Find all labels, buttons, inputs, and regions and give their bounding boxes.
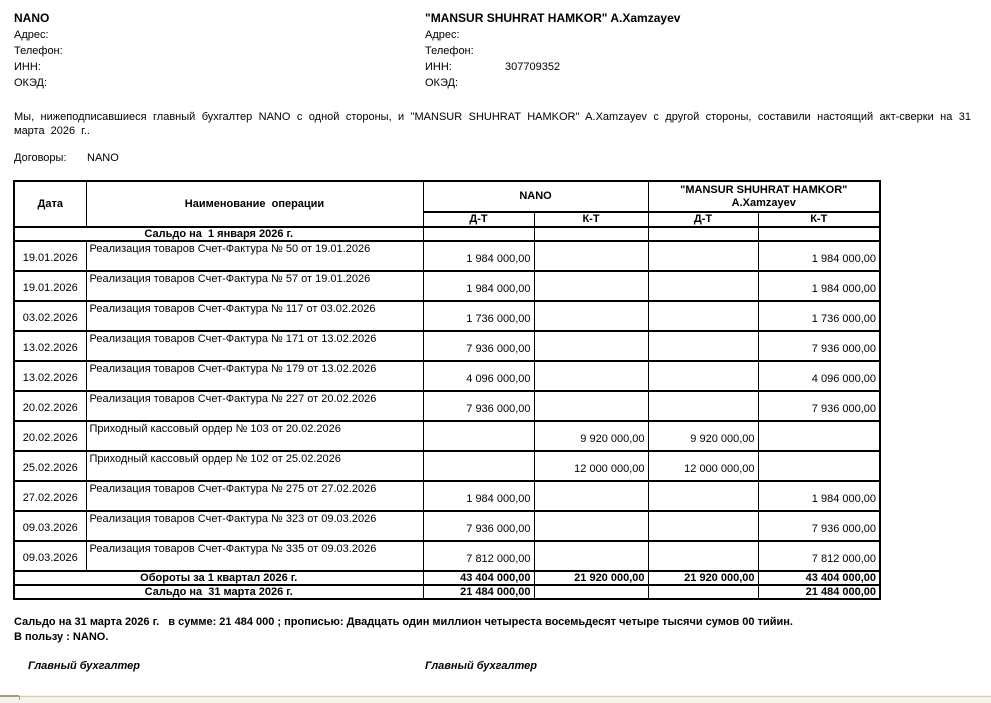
cell-partner-debit — [648, 361, 758, 391]
right-party-name: "MANSUR SHUHRAT HAMKOR" A.Xamzayev — [425, 11, 681, 25]
cell-nano-credit — [534, 301, 648, 331]
right-phone-label: Телефон: — [425, 45, 474, 57]
cell-date: 09.03.2026 — [14, 541, 86, 571]
left-inn-label: ИНН: — [14, 61, 41, 73]
signature-left-accountant: Главный бухгалтер — [28, 660, 140, 672]
cell-operation: Реализация товаров Счет-Фактура № 117 от 03.02.2026 — [86, 301, 423, 331]
contracts-value: NANO — [87, 152, 119, 164]
table-row — [14, 241, 880, 271]
cell-nano-debit: 7 936 000,00 — [423, 511, 534, 541]
cell-operation: Реализация товаров Счет-Фактура № 227 от 20.02.2026 — [86, 391, 423, 421]
cell-operation: Приходный кассовый ордер № 102 от 25.02.2026 — [86, 451, 423, 481]
cell-operation: Приходный кассовый ордер № 103 от 20.02.2026 — [86, 421, 423, 451]
cell-nano-credit — [534, 511, 648, 541]
cell-nano-credit — [534, 541, 648, 571]
contracts-label: Договоры: — [14, 152, 67, 164]
left-address-label: Адрес: — [14, 29, 49, 41]
cell-date: 13.02.2026 — [14, 361, 86, 391]
table-row — [14, 541, 880, 571]
cell-partner-debit — [648, 301, 758, 331]
cell-operation: Реализация товаров Счет-Фактура № 179 от 13.02.2026 — [86, 361, 423, 391]
cell-nano-debit: 1 736 000,00 — [423, 301, 534, 331]
cell-partner-debit: 9 920 000,00 — [648, 421, 758, 451]
cell-partner-credit: 7 812 000,00 — [758, 541, 880, 571]
cell-nano-debit: 1 984 000,00 — [423, 241, 534, 271]
cell-nano-credit: 9 920 000,00 — [534, 421, 648, 451]
turnover-nano-credit: 21 920 000,00 — [534, 571, 648, 585]
col-header-partner-debit: Д-Т — [648, 212, 758, 227]
cell-operation: Реализация товаров Счет-Фактура № 323 от 09.03.2026 — [86, 511, 423, 541]
table-row — [14, 271, 880, 301]
cell-partner-credit: 1 984 000,00 — [758, 481, 880, 511]
cell-nano-credit — [534, 271, 648, 301]
table-row — [14, 511, 880, 541]
intro-paragraph: Мы, нижеподписавшиеся главный бухгалтер NANO с одной стороны, и "MANSUR SHUHRAT HAMKOR" A.Xamzayev с другой стороны, составили настоящий акт-сверки на 31 марта 2026 г.. — [14, 111, 971, 137]
left-oked-label: ОКЭД: — [14, 77, 48, 89]
right-party-block — [425, 10, 680, 91]
col-header-date: Дата — [14, 181, 86, 227]
closing-nano-debit: 21 484 000,00 — [423, 585, 534, 599]
turnover-partner-debit: 21 920 000,00 — [648, 571, 758, 585]
scrollbar-thumb-edge-tick — [19, 696, 20, 700]
cell-nano-credit — [534, 331, 648, 361]
cell-date: 09.03.2026 — [14, 511, 86, 541]
cell-operation: Реализация товаров Счет-Фактура № 335 от 09.03.2026 — [86, 541, 423, 571]
scrollbar-track — [19, 696, 991, 697]
opening-nano-debit — [423, 227, 534, 241]
cell-partner-debit — [648, 481, 758, 511]
table-header — [14, 181, 880, 227]
cell-nano-debit: 7 936 000,00 — [423, 331, 534, 361]
closing-summary-text: Сальдо на 31 марта 2026 г. в сумме: 21 484 000 ; прописью: Двадцать один миллион четыреста восемьдесят четыре тысячи сумов 00 тийин. — [14, 616, 793, 628]
horizontal-scrollbar[interactable] — [0, 695, 991, 703]
cell-partner-debit — [648, 511, 758, 541]
cell-operation: Реализация товаров Счет-Фактура № 171 от 13.02.2026 — [86, 331, 423, 361]
cell-nano-credit: 12 000 000,00 — [534, 451, 648, 481]
cell-partner-credit: 4 096 000,00 — [758, 361, 880, 391]
opening-balance-label: Сальдо на 1 января 2026 г. — [14, 227, 423, 241]
right-address-label: Адрес: — [425, 29, 460, 41]
cell-date: 03.02.2026 — [14, 301, 86, 331]
left-party-name: NANO — [14, 11, 50, 25]
right-inn-value: 307709352 — [505, 61, 561, 73]
cell-partner-credit — [758, 451, 880, 481]
cell-nano-debit: 7 936 000,00 — [423, 391, 534, 421]
cell-nano-credit — [534, 391, 648, 421]
table-row — [14, 361, 880, 391]
in-favor-text: В пользу : NANO. — [14, 631, 109, 643]
table-row — [14, 301, 880, 331]
cell-partner-debit — [648, 271, 758, 301]
scrollbar-thumb[interactable] — [0, 695, 19, 697]
cell-partner-debit: 12 000 000,00 — [648, 451, 758, 481]
cell-partner-debit — [648, 331, 758, 361]
table-body — [14, 241, 880, 571]
opening-nano-credit — [534, 227, 648, 241]
turnover-partner-credit: 43 404 000,00 — [758, 571, 880, 585]
table-row — [14, 451, 880, 481]
closing-partner-credit: 21 484 000,00 — [758, 585, 880, 599]
right-oked-label: ОКЭД: — [425, 77, 459, 89]
cell-partner-credit: 1 736 000,00 — [758, 301, 880, 331]
cell-nano-debit — [423, 421, 534, 451]
cell-partner-credit: 1 984 000,00 — [758, 271, 880, 301]
opening-partner-credit — [758, 227, 880, 241]
right-inn-label: ИНН: — [425, 61, 452, 73]
cell-date: 25.02.2026 — [14, 451, 86, 481]
turnover-nano-debit: 43 404 000,00 — [423, 571, 534, 585]
cell-partner-credit: 7 936 000,00 — [758, 331, 880, 361]
cell-operation: Реализация товаров Счет-Фактура № 57 от 19.01.2026 — [86, 271, 423, 301]
cell-nano-debit: 1 984 000,00 — [423, 271, 534, 301]
cell-nano-credit — [534, 361, 648, 391]
cell-date: 20.02.2026 — [14, 391, 86, 421]
cell-partner-credit: 1 984 000,00 — [758, 241, 880, 271]
cell-partner-debit — [648, 541, 758, 571]
turnover-label: Обороты за 1 квартал 2026 г. — [14, 571, 423, 585]
cell-nano-debit: 7 812 000,00 — [423, 541, 534, 571]
closing-nano-credit — [534, 585, 648, 599]
turnover-row — [14, 571, 880, 585]
cell-date: 27.02.2026 — [14, 481, 86, 511]
closing-balance-row — [14, 585, 880, 599]
cell-nano-credit — [534, 481, 648, 511]
table-row — [14, 391, 880, 421]
cell-nano-credit — [534, 241, 648, 271]
cell-operation: Реализация товаров Счет-Фактура № 50 от 19.01.2026 — [86, 241, 423, 271]
left-phone-label: Телефон: — [14, 45, 63, 57]
col-group-partner: "MANSUR SHUHRAT HAMKOR" A.Xamzayev — [648, 181, 880, 212]
table-row — [14, 481, 880, 511]
opening-partner-debit — [648, 227, 758, 241]
signature-right-accountant: Главный бухгалтер — [425, 660, 537, 672]
cell-partner-debit — [648, 241, 758, 271]
cell-partner-credit: 7 936 000,00 — [758, 511, 880, 541]
cell-nano-debit — [423, 451, 534, 481]
cell-partner-credit: 7 936 000,00 — [758, 391, 880, 421]
col-group-nano: NANO — [423, 181, 648, 212]
closing-partner-debit — [648, 585, 758, 599]
reconciliation-table — [13, 180, 881, 600]
col-header-operation: Наименование операции — [86, 181, 423, 227]
cell-date: 19.01.2026 — [14, 241, 86, 271]
cell-operation: Реализация товаров Счет-Фактура № 275 от 27.02.2026 — [86, 481, 423, 511]
cell-partner-credit — [758, 421, 880, 451]
cell-partner-debit — [648, 391, 758, 421]
table-row — [14, 331, 880, 361]
closing-balance-label: Сальдо на 31 марта 2026 г. — [14, 585, 423, 599]
col-header-nano-debit: Д-Т — [423, 212, 534, 227]
left-party-block — [14, 10, 94, 91]
col-header-nano-credit: К-Т — [534, 212, 648, 227]
col-header-partner-credit: К-Т — [758, 212, 880, 227]
contracts-line — [14, 152, 119, 164]
table-row — [14, 421, 880, 451]
cell-date: 13.02.2026 — [14, 331, 86, 361]
opening-balance-row — [14, 227, 880, 241]
cell-date: 19.01.2026 — [14, 271, 86, 301]
cell-nano-debit: 1 984 000,00 — [423, 481, 534, 511]
cell-date: 20.02.2026 — [14, 421, 86, 451]
cell-nano-debit: 4 096 000,00 — [423, 361, 534, 391]
